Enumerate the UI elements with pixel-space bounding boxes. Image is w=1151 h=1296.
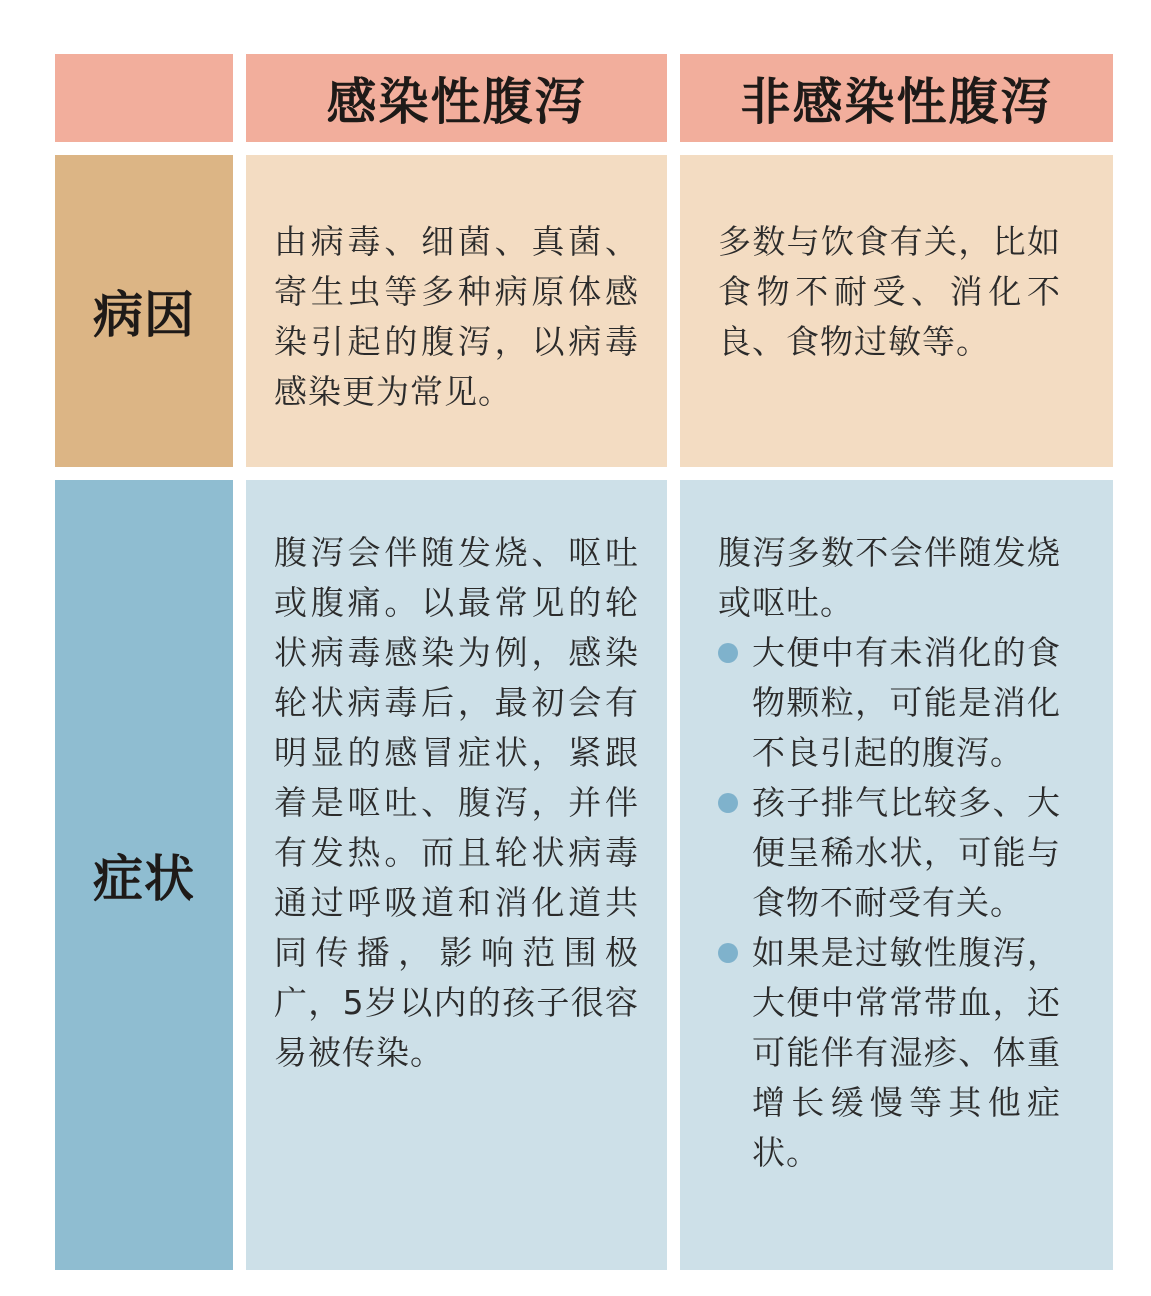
- bullet-dot-icon: [718, 793, 738, 813]
- row-label-symptom: 症状: [55, 480, 233, 1270]
- list-item-text: 孩子排气比较多、大便呈稀水状，可能与食物不耐受有关。: [752, 783, 1061, 922]
- list-item: [718, 778, 1061, 928]
- bullet-dot-icon: [718, 943, 738, 963]
- symptom-infectious-text: 腹泻会伴随发烧、呕吐或腹痛。以最常见的轮状病毒感染为例，感染轮状病毒后，最初会有明显的感冒症状，紧跟着是呕吐、腹泻，并伴有发热。而且轮状病毒通过呼吸道和消化道共同传播，影响范围极广，5岁以内的孩子很容易被传染。: [274, 533, 639, 1072]
- header-corner: [55, 54, 233, 142]
- cause-noninfectious-text: 多数与饮食有关，比如食物不耐受、消化不良、食物过敏等。: [718, 222, 1061, 361]
- header-noninfectious: 非感染性腹泻: [680, 54, 1113, 142]
- symptom-noninfectious-cell: [680, 480, 1113, 1270]
- list-item-text: 如果是过敏性腹泻，大便中常常带血，还可能伴有湿疹、体重增长缓慢等其他症状。: [752, 933, 1061, 1172]
- bullet-dot-icon: [718, 643, 738, 663]
- cause-infectious-cell: [246, 155, 667, 467]
- list-item-text: 大便中有未消化的食物颗粒，可能是消化不良引起的腹泻。: [752, 633, 1061, 772]
- header-infectious: 感染性腹泻: [246, 54, 667, 142]
- list-item: [718, 928, 1061, 1178]
- symptom-infectious-cell: [246, 480, 667, 1270]
- cause-infectious-text: 由病毒、细菌、真菌、寄生虫等多种病原体感染引起的腹泻，以病毒感染更为常见。: [274, 222, 639, 411]
- symptom-noninfectious-content: [718, 528, 1061, 1178]
- list-item: [718, 628, 1061, 778]
- cause-noninfectious-cell: [680, 155, 1113, 467]
- row-label-cause: 病因: [55, 155, 233, 467]
- symptom-noninfectious-intro: 腹泻多数不会伴随发烧或呕吐。: [718, 533, 1061, 622]
